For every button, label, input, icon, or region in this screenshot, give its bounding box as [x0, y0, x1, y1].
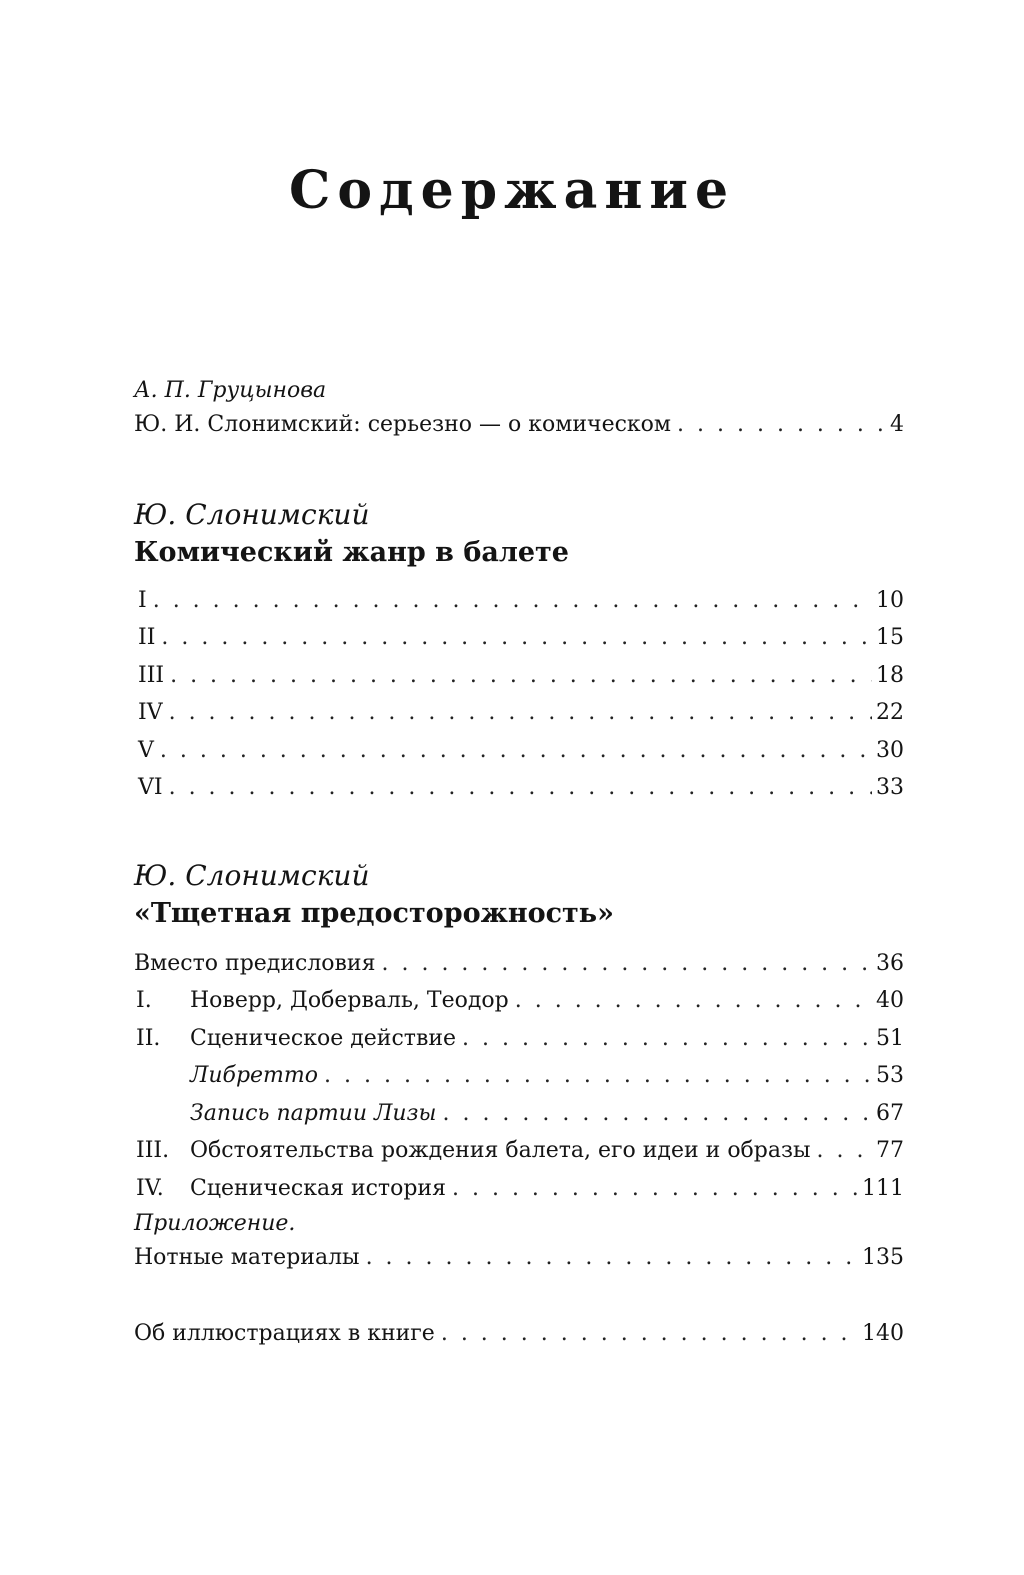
toc-entry-label: Вместо предисловия	[134, 950, 376, 976]
toc-entry-illustrations[interactable]	[134, 1315, 904, 1353]
toc-entry-page: 40	[876, 988, 904, 1013]
section1-title: Комический жанр в балете	[134, 536, 569, 568]
toc-entry-label: Сценическое действие	[190, 1025, 457, 1051]
appendix-label: Приложение.	[134, 1211, 296, 1236]
toc-entry-subchapter[interactable]	[134, 1095, 904, 1133]
chapter-number: III	[138, 662, 165, 688]
leader-dots	[154, 732, 872, 770]
toc-entry-page: 51	[876, 1025, 904, 1051]
section2-author: Ю. Слонимский	[134, 858, 370, 892]
leader-dots	[360, 1239, 858, 1277]
leader-dots	[375, 945, 872, 983]
leader-dots	[446, 1170, 858, 1208]
section-vain-precaution	[134, 857, 904, 1277]
toc-entry-page: 36	[876, 950, 904, 976]
toc-entry-label: Ю. И. Слонимский: серьезно — о комическом	[134, 412, 672, 437]
toc-entry-label: Запись партии Лизы	[190, 1100, 437, 1126]
leader-dots	[164, 657, 872, 695]
chapter-number: III.	[136, 1138, 170, 1163]
toc-entry-label: Новерр, Доберваль, Теодор	[190, 988, 509, 1013]
toc-entry-chapter[interactable]	[134, 769, 904, 807]
toc-entry-preface[interactable]	[134, 945, 904, 983]
chapter-number: IV.	[136, 1175, 164, 1201]
toc-entry-page: 77	[876, 1138, 904, 1163]
toc-entry-chapter[interactable]	[134, 732, 904, 770]
toc-entry-chapter[interactable]	[134, 1020, 904, 1058]
illustrations-section	[134, 1315, 904, 1353]
toc-entry-label: Об иллюстрациях в книге	[134, 1320, 435, 1346]
toc-entry-label: Нотные материалы	[134, 1245, 360, 1270]
chapter-number: II	[138, 625, 156, 650]
toc-entry-appendix[interactable]	[134, 1239, 904, 1277]
chapter-number: IV	[138, 700, 163, 725]
leader-dots	[318, 1057, 872, 1095]
toc-entry-page: 22	[876, 700, 904, 725]
leader-dots	[811, 1132, 872, 1170]
leader-dots	[147, 582, 872, 620]
intro-section	[134, 376, 904, 444]
toc-entry-subchapter[interactable]	[134, 1057, 904, 1095]
toc-entry-page: 18	[876, 662, 904, 688]
toc-entry-page: 15	[876, 625, 904, 650]
toc-entry-chapter[interactable]	[134, 582, 904, 620]
toc-content	[134, 376, 904, 1352]
toc-entry-page: 33	[876, 775, 904, 800]
toc-entry-page: 67	[876, 1100, 904, 1126]
section1-author: Ю. Слонимский	[134, 497, 370, 531]
toc-entry-page: 10	[876, 587, 904, 613]
toc-entry-page: 140	[862, 1320, 904, 1346]
intro-author: А. П. Груцынова	[134, 378, 327, 403]
toc-entry-label: Либретто	[190, 1063, 319, 1088]
toc-entry-chapter[interactable]	[134, 982, 904, 1020]
leader-dots	[155, 619, 872, 657]
leader-dots	[163, 769, 872, 807]
toc-entry-chapter[interactable]	[134, 694, 904, 732]
toc-entry-page: 30	[876, 737, 904, 763]
leader-dots	[509, 982, 872, 1020]
chapter-number: I	[138, 587, 147, 613]
toc-entry-chapter[interactable]	[134, 1170, 904, 1208]
leader-dots	[456, 1020, 872, 1058]
page-title: Содержание	[288, 160, 736, 221]
section2-title: «Тщетная предосторожность»	[134, 897, 614, 929]
chapter-number: V	[138, 737, 154, 763]
toc-entry-chapter[interactable]	[134, 619, 904, 657]
toc-entry-page: 135	[862, 1245, 904, 1270]
toc-entry-label: Обстоятельства рождения балета, его идеи и образы	[190, 1138, 811, 1163]
section-comic-genre	[134, 496, 904, 807]
toc-entry-label: Сценическая история	[190, 1175, 446, 1201]
leader-dots	[436, 1095, 872, 1133]
toc-entry-chapter[interactable]	[134, 657, 904, 695]
leader-dots	[671, 406, 886, 444]
toc-entry-page: 4	[890, 412, 904, 437]
toc-entry-intro[interactable]	[134, 406, 904, 444]
chapter-number: II.	[136, 1025, 161, 1051]
leader-dots	[163, 694, 872, 732]
toc-entry-page: 111	[862, 1175, 904, 1201]
toc-entry-page: 53	[876, 1063, 904, 1088]
leader-dots	[435, 1315, 858, 1353]
chapter-number: VI	[138, 775, 163, 800]
toc-entry-chapter[interactable]	[134, 1132, 904, 1170]
chapter-number: I.	[136, 988, 152, 1013]
